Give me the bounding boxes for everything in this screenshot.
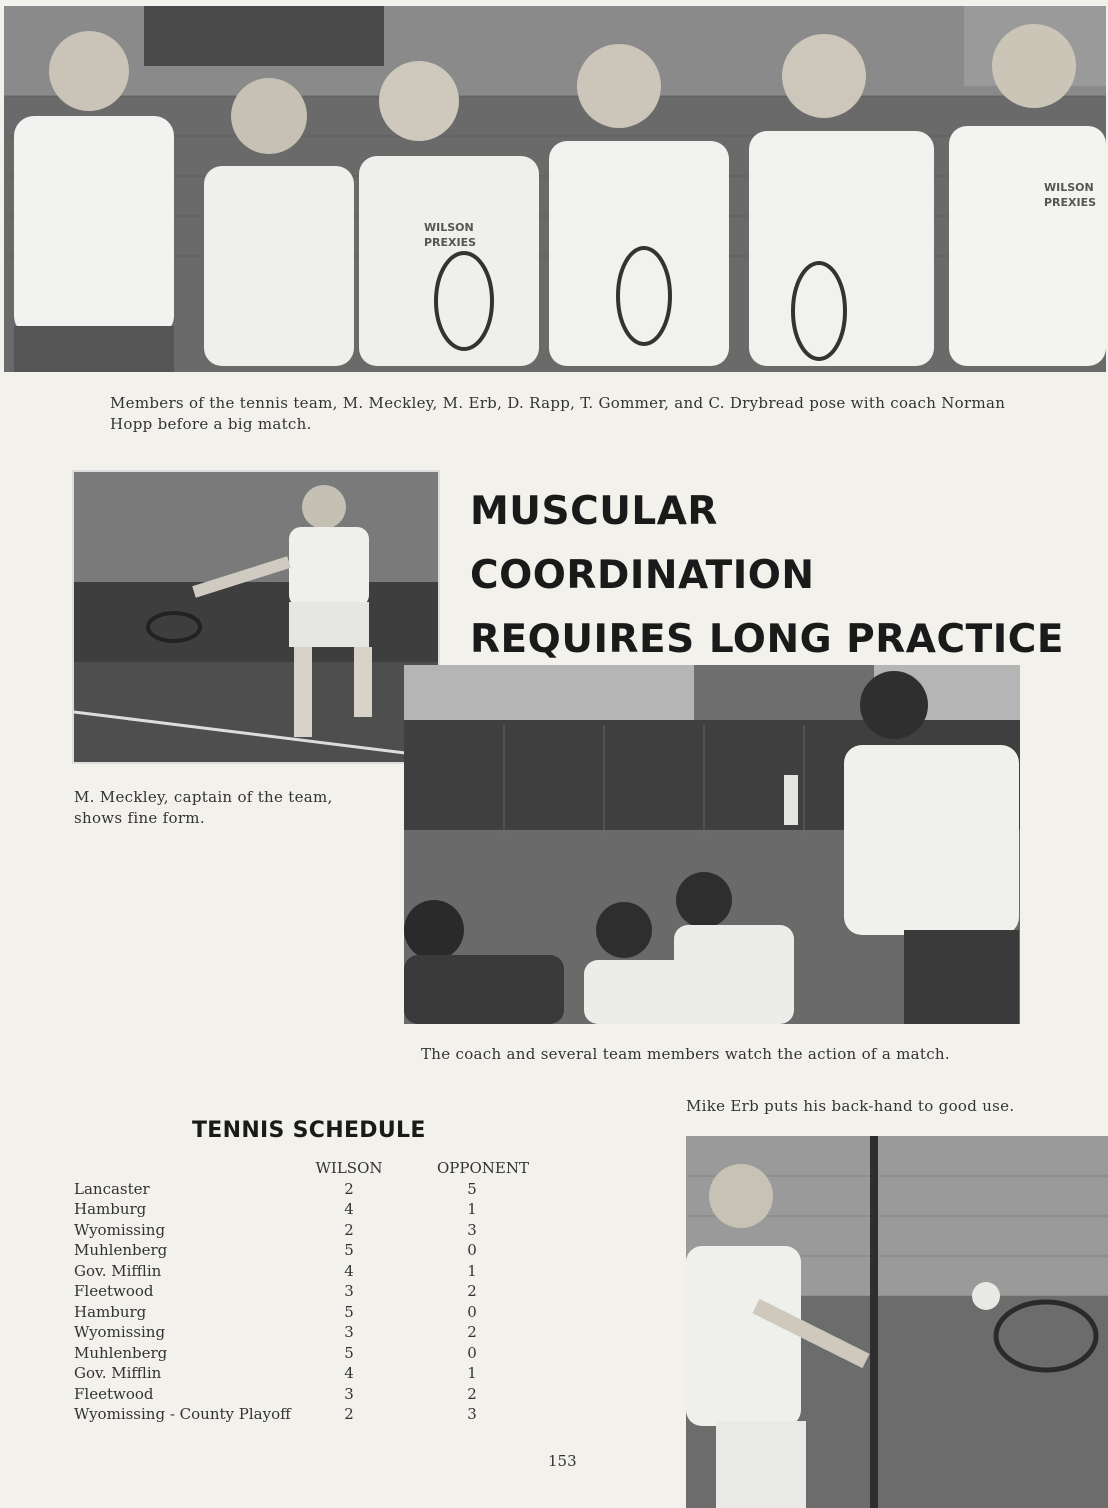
row-team: Lancaster [74,1179,150,1198]
row-team: Hamburg [74,1200,147,1219]
row-wilson: 5 [344,1241,354,1260]
row-opponent: 2 [467,1323,477,1342]
headline-line-2: REQUIRES LONG PRACTICE [470,617,1064,662]
row-opponent: 5 [467,1179,477,1198]
row-team: Fleetwood [74,1282,154,1301]
coach-watching-photo [404,665,1020,1024]
col-wilson: WILSON [315,1159,383,1178]
table-row [74,1363,574,1384]
table-row [74,1240,574,1261]
row-team: Wyomissing [74,1220,166,1239]
row-opponent: 0 [467,1241,477,1260]
row-team: Fleetwood [74,1384,154,1403]
team-photo [4,6,1106,372]
headline-line-1: MUSCULAR COORDINATION [470,489,815,598]
row-team: Muhlenberg [74,1343,168,1362]
row-wilson: 4 [344,1364,354,1383]
table-row [74,1322,574,1343]
table-row [74,1220,574,1241]
row-opponent: 2 [467,1384,477,1403]
erb-caption: Mike Erb puts his back-hand to good use. [686,1097,1015,1115]
meckley-photo [72,470,440,764]
schedule-table [74,1158,574,1425]
row-wilson: 4 [344,1261,354,1280]
row-opponent: 1 [467,1200,477,1219]
row-wilson: 2 [344,1220,354,1239]
row-wilson: 5 [344,1302,354,1321]
shirt-text: WILSON [1044,181,1094,194]
row-opponent: 1 [467,1261,477,1280]
row-wilson: 5 [344,1343,354,1362]
row-team: Gov. Mifflin [74,1364,162,1383]
table-row [74,1404,574,1425]
coach-watching-caption: The coach and several team members watch the action of a match. [421,1045,950,1063]
row-team: Wyomissing - County Playoff [74,1405,291,1424]
row-opponent: 1 [467,1364,477,1383]
schedule-header [74,1158,574,1179]
row-opponent: 0 [467,1302,477,1321]
page-number: 153 [548,1452,577,1470]
page-headline [470,480,1070,672]
row-wilson: 2 [344,1179,354,1198]
row-opponent: 2 [467,1282,477,1301]
schedule-title: TENNIS SCHEDULE [192,1118,426,1143]
meckley-caption: M. Meckley, captain of the team, shows fine form. [74,788,333,827]
shirt-text: PREXIES [1044,196,1097,209]
row-wilson: 3 [344,1323,354,1342]
team-photo-caption: Members of the tennis team, M. Meckley, M. Erb, D. Rapp, T. Gommer, and C. Drybread pose with coach Norman Hopp before a big match. [110,394,1006,433]
shirt-text: WILSON [424,221,474,234]
shirt-text: PREXIES [424,236,477,249]
row-opponent: 0 [467,1343,477,1362]
table-row [74,1384,574,1405]
table-row [74,1199,574,1220]
table-row [74,1281,574,1302]
erb-photo [686,1136,1108,1508]
row-wilson: 2 [344,1405,354,1424]
row-team: Hamburg [74,1302,147,1321]
col-opponent: OPPONENT [437,1159,529,1178]
row-opponent: 3 [467,1405,477,1424]
row-wilson: 3 [344,1384,354,1403]
row-team: Wyomissing [74,1323,166,1342]
table-row [74,1343,574,1364]
row-wilson: 4 [344,1200,354,1219]
row-wilson: 3 [344,1282,354,1301]
row-team: Gov. Mifflin [74,1261,162,1280]
row-opponent: 3 [467,1220,477,1239]
table-row [74,1179,574,1200]
table-row [74,1261,574,1282]
row-team: Muhlenberg [74,1241,168,1260]
table-row [74,1302,574,1323]
